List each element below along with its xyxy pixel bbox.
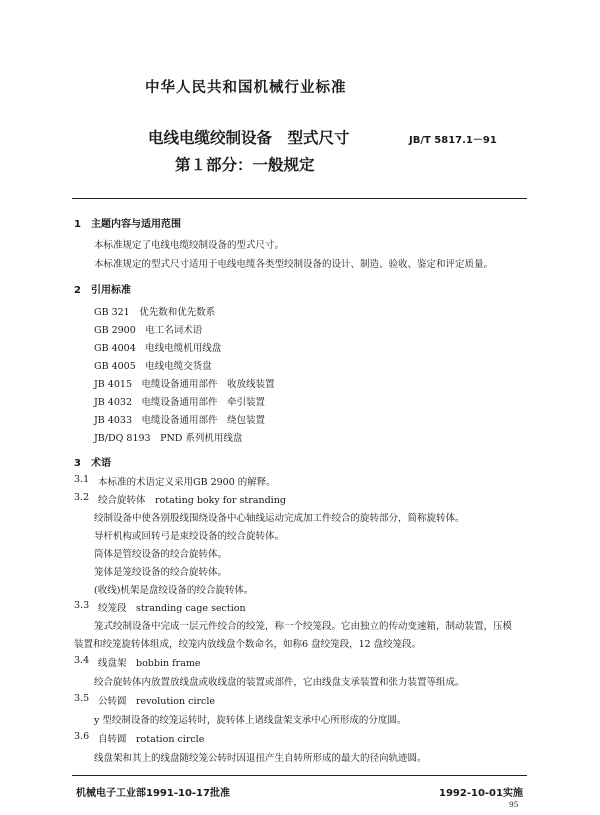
term-title: 公转圆 revolution circle bbox=[98, 696, 216, 707]
section-2-heading: 2 引用标准 bbox=[74, 285, 131, 296]
term-definition: 笼体是笼绞设备的绞合旋转体。 bbox=[94, 567, 228, 578]
reference-item: GB 2900 电工名词术语 bbox=[94, 325, 203, 336]
reference-item: JB/DQ 8193 PND 系列机用线盘 bbox=[94, 433, 243, 444]
document-subtitle: 第１部分：一般规定 bbox=[175, 156, 315, 174]
term-definition: 装置和绞笼旋转体组成，绞笼内放线盘个数命名，如称6 盘绞笼段，12 盘绞笼段。 bbox=[74, 639, 422, 650]
reference-item: GB 4004 电线电缆机用线盘 bbox=[94, 343, 222, 354]
reference-item: JB 4015 电缆设备通用部件 收放线装置 bbox=[94, 379, 275, 390]
term-number: 3.5 bbox=[74, 693, 90, 704]
reference-item: JB 4033 电缆设备通用部件 绕包装置 bbox=[94, 415, 265, 426]
term-definition: 导杆机构或回转弓是束绞设备的绞合旋转体。 bbox=[94, 531, 285, 542]
section-1-paragraph: 本标准规定了电线电缆绞制设备的型式尺寸。 bbox=[94, 240, 285, 251]
term-number: 3.4 bbox=[74, 655, 90, 666]
section-3-heading: 3 术语 bbox=[74, 458, 111, 469]
term-definition: 绞合旋转体内放置放线盘或收线盘的装置或部件，它由线盘支承装置和张力装置等组成。 bbox=[94, 677, 465, 688]
reference-item: GB 321 优先数和优先数系 bbox=[94, 307, 216, 318]
term-title: 线盘架 bobbin frame bbox=[98, 658, 201, 669]
term-number: 3.3 bbox=[74, 600, 90, 611]
reference-item: JB 4032 电缆设备通用部件 牵引装置 bbox=[94, 397, 265, 408]
term-definition: 绞制设备中使各别股线围绕设备中心轴线运动完成加工件绞合的旋转部分，简称旋转体。 bbox=[94, 513, 465, 524]
page-number: 95 bbox=[509, 800, 519, 809]
issuing-authority: 中华人民共和国机械行业标准 bbox=[145, 80, 347, 96]
footer-rule bbox=[72, 775, 527, 776]
approval-date: 机械电子工业部1991-10-17批准 bbox=[76, 788, 230, 799]
term-title: 绞合旋转体 rotating boky for stranding bbox=[98, 495, 286, 506]
header-rule bbox=[72, 198, 527, 199]
section-1-paragraph: 本标准规定的型式尺寸适用于电线电缆各类型绞制设备的设计、制造、验收、鉴定和评定质量。 bbox=[94, 259, 494, 270]
term-number: 3.1 bbox=[74, 474, 90, 485]
term-definition: y 型绞制设备的绞笼运转时，旋转体上诸线盘架支承中心所形成的分度圆。 bbox=[94, 715, 407, 726]
term-number: 3.6 bbox=[74, 731, 90, 742]
effective-date: 1992-10-01实施 bbox=[439, 788, 523, 799]
term-definition: (收线)机架是盘绞设备的绞合旋转体。 bbox=[94, 585, 254, 596]
document-title: 电线电缆绞制设备 型式尺寸 bbox=[148, 129, 350, 147]
term-number: 3.2 bbox=[74, 492, 90, 503]
term-definition: 线盘架和其上的线盘随绞笼公转时因退扭产生自转所形成的最大的径向轨迹圆。 bbox=[94, 753, 427, 764]
term-title: 自转圆 rotation circle bbox=[98, 734, 205, 745]
term-text: 本标准的术语定义采用GB 2900 的解释。 bbox=[98, 477, 276, 488]
term-definition: 筒体是管绞设备的绞合旋转体。 bbox=[94, 549, 228, 560]
term-definition: 笼式绞制设备中完成一层元件绞合的绞笼，称一个绞笼段。它由独立的传动变速箱，制动装置，压模 bbox=[94, 621, 513, 632]
section-1-heading: 1 主题内容与适用范围 bbox=[74, 219, 181, 230]
term-title: 绞笼段 stranding cage section bbox=[98, 603, 246, 614]
standard-code: JB/T 5817.1－91 bbox=[409, 135, 497, 146]
reference-item: GB 4005 电线电缆交货盘 bbox=[94, 361, 212, 372]
